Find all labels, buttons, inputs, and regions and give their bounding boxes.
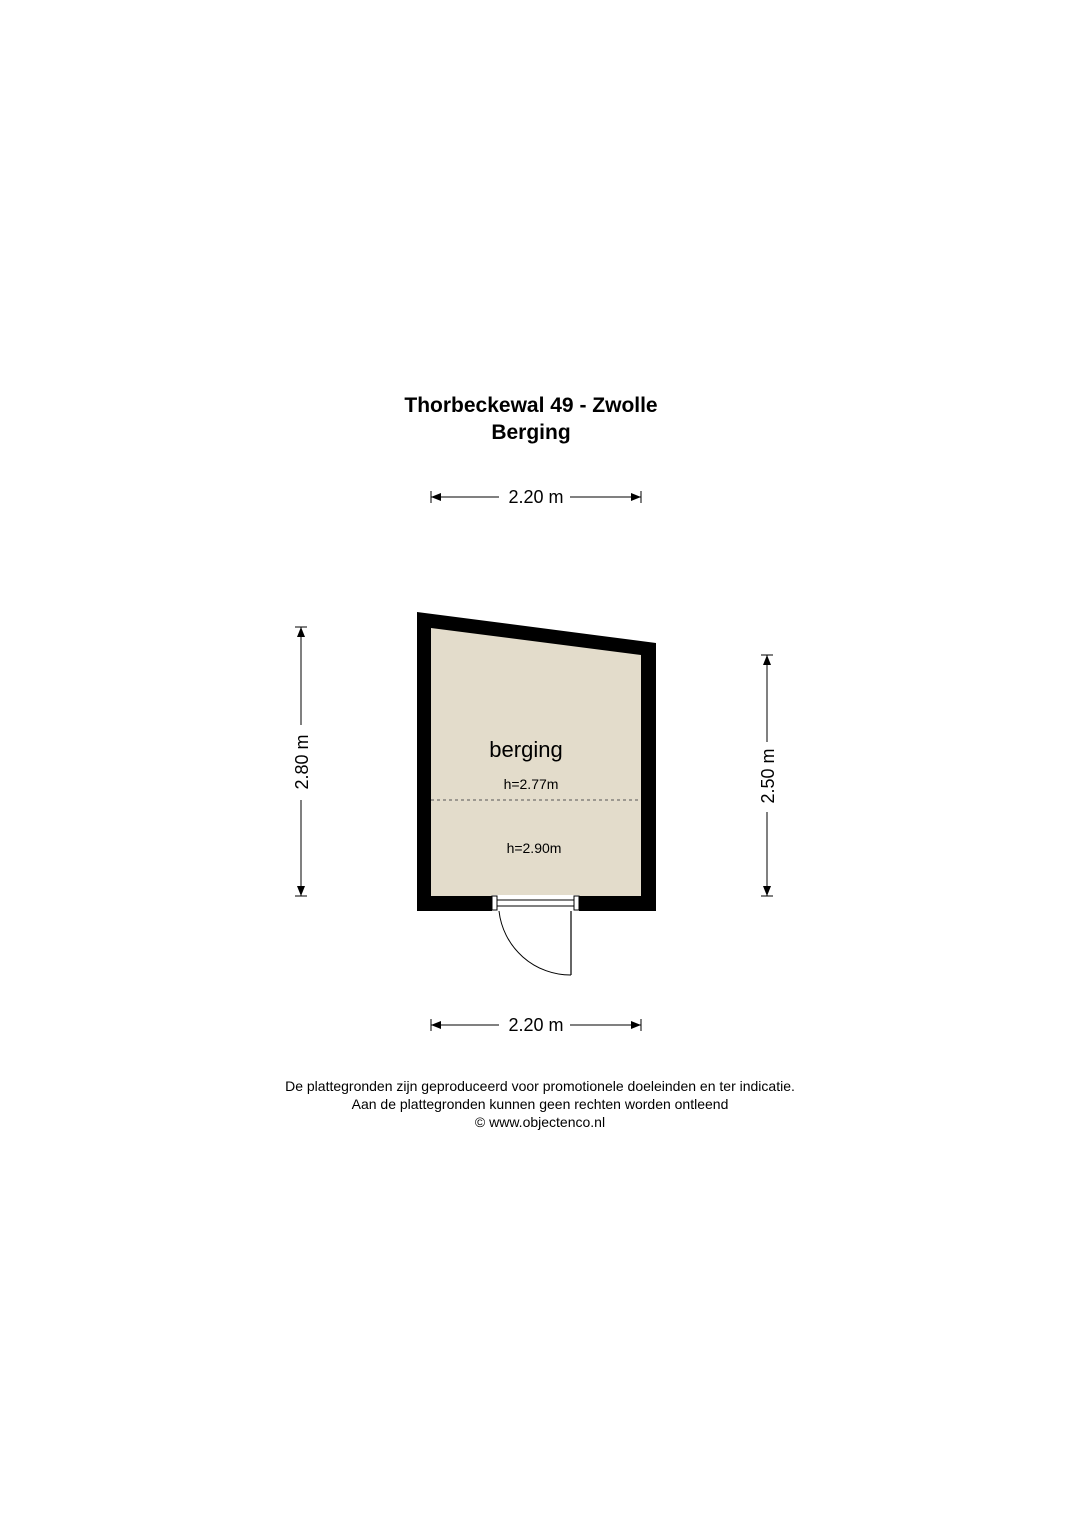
dimension-bottom — [431, 1015, 641, 1035]
room-name-label: berging — [489, 737, 563, 762]
door-swing-arc — [499, 911, 571, 975]
dimension-left — [292, 627, 312, 896]
ceiling-height-upper: h=2.77m — [503, 776, 559, 792]
dimension-label-top: 2.20 m — [508, 487, 564, 507]
dimension-label-bottom: 2.20 m — [508, 1015, 564, 1035]
plan-subtitle: Berging — [491, 421, 571, 444]
dimension-label-left: 2.80 m — [292, 734, 312, 790]
dimension-right — [758, 655, 778, 896]
arrow-head — [431, 1021, 441, 1029]
arrow-head — [297, 886, 305, 896]
door-frame-right — [574, 896, 579, 910]
plan-title: Thorbeckewal 49 - Zwolle — [404, 394, 658, 417]
door — [492, 895, 579, 975]
disclaimer-line-2: Aan de plattegronden kunnen geen rechten worden ontleend — [351, 1096, 729, 1112]
door-opening — [492, 895, 579, 912]
disclaimer-line-1: De plattegronden zijn geproduceerd voor promotionele doeleinden en ter indicatie. — [285, 1078, 795, 1094]
arrow-head — [763, 655, 771, 665]
arrow-head — [763, 886, 771, 896]
dimension-top — [431, 487, 641, 507]
arrow-head — [431, 493, 441, 501]
arrow-head — [631, 1021, 641, 1029]
disclaimer — [0, 1077, 1080, 1131]
door-frame-left — [492, 896, 497, 910]
dimension-label-right: 2.50 m — [758, 748, 778, 804]
arrow-head — [297, 627, 305, 637]
ceiling-height-lower: h=2.90m — [506, 840, 562, 856]
copyright-line: © www.objectenco.nl — [474, 1114, 606, 1130]
arrow-head — [631, 493, 641, 501]
